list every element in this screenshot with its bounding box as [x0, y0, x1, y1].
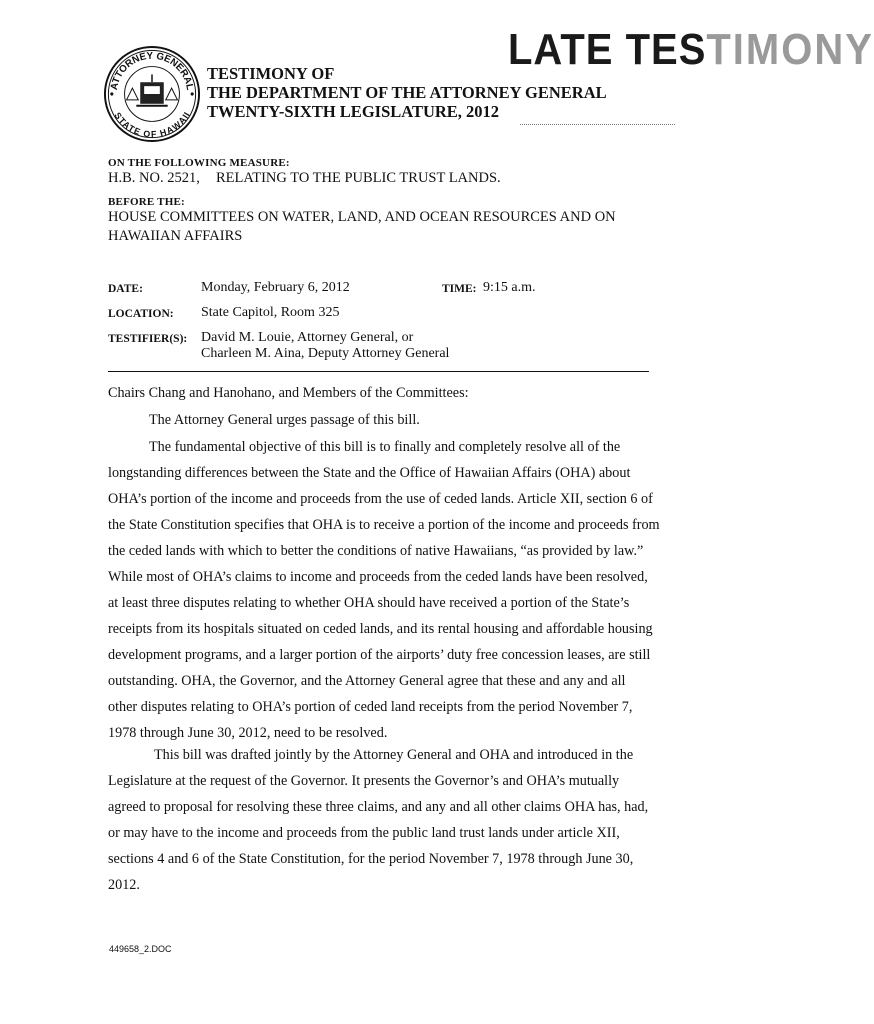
paragraph-3-line: agreed to proposal for resolving these three claims, and any and all other claims OHA has, had,	[108, 799, 649, 815]
seal-bottom-text: STATE OF HAWAII	[112, 110, 192, 140]
stamp-text-faded: TIMONY	[706, 26, 874, 74]
header-line-2: THE DEPARTMENT OF THE ATTORNEY GENERAL	[207, 83, 607, 102]
paragraph-2-line: the ceded lands with which to better the conditions of native Hawaiians, “as provided by law.”	[108, 543, 644, 559]
paragraph-3-line: This bill was drafted jointly by the Attorney General and OHA and introduced in the	[154, 747, 634, 763]
header-line-3: TWENTY-SIXTH LEGISLATURE, 2012	[207, 102, 500, 121]
header-rule	[520, 124, 675, 125]
before-label: BEFORE THE:	[108, 196, 185, 208]
paragraph-3-line: sections 4 and 6 of the State Constitution, for the period November 7, 1978 through June 30,	[108, 851, 634, 867]
paragraph-1: The Attorney General urges passage of this bill.	[149, 412, 420, 428]
paragraph-2-line: outstanding. OHA, the Governor, and the Attorney General agree that these and any and all	[108, 673, 626, 689]
testifier-label: TESTIFIER(S):	[108, 333, 188, 345]
document-header	[207, 64, 607, 121]
paragraph-3-line: 2012.	[108, 877, 140, 893]
seal-top-text: ATTORNEY GENERAL	[108, 50, 196, 91]
paragraph-2-line: receipts from its hospitals situated on ceded lands, and its rental housing and affordable housing	[108, 621, 653, 637]
measure-label: ON THE FOLLOWING MEASURE:	[108, 157, 290, 169]
date-value: Monday, February 6, 2012	[201, 280, 350, 295]
paragraph-3-line: or may have to the income and proceeds from the public land trust lands under article XII,	[108, 825, 620, 841]
testifier-2: Charleen M. Aina, Deputy Attorney General	[201, 346, 450, 361]
paragraph-3-line: Legislature at the request of the Governor. It presents the Governor’s and OHA’s mutually	[108, 773, 620, 789]
paragraph-2-line: development programs, and a larger portion of the airports’ duty free concession leases, are still	[108, 647, 651, 663]
document-id: 449658_2.DOC	[109, 944, 172, 954]
location-label: LOCATION:	[108, 308, 174, 320]
time-label: TIME:	[442, 283, 477, 295]
salutation: Chairs Chang and Hanohano, and Members of the Committees:	[108, 385, 469, 401]
paragraph-2-line: While most of OHA’s claims to income and proceeds from the ceded lands have been resolved,	[108, 569, 648, 585]
location-value: State Capitol, Room 325	[201, 305, 340, 320]
paragraph-2-line: at least three disputes relating to whether OHA should have received a portion of the State’s	[108, 595, 630, 611]
attorney-general-seal	[103, 45, 201, 143]
paragraph-2-line: 1978 through June 30, 2012, need to be resolved.	[108, 725, 388, 741]
paragraph-2-line: other disputes relating to OHA’s portion of ceded land receipts from the period November 7,	[108, 699, 633, 715]
paragraph-2-line: OHA’s portion of the income and proceeds from the use of ceded lands. Article XII, section 6 of	[108, 491, 653, 507]
measure-title: RELATING TO THE PUBLIC TRUST LANDS.	[216, 170, 501, 186]
time-value: 9:15 a.m.	[483, 280, 536, 295]
measure-bill-number: H.B. NO. 2521,	[108, 170, 200, 186]
svg-text:STATE OF HAWAII	[112, 111, 191, 140]
committee-line-1: HOUSE COMMITTEES ON WATER, LAND, AND OCEAN RESOURCES AND ON	[108, 209, 616, 225]
stamp-text-main: LATE TES	[508, 26, 707, 74]
paragraph-2-line: longstanding differences between the State and the Office of Hawaiian Affairs (OHA) about	[108, 465, 631, 481]
section-divider	[108, 371, 649, 372]
testifier-1: David M. Louie, Attorney General, or	[201, 330, 414, 345]
paragraph-2-line: The fundamental objective of this bill is to finally and completely resolve all of the	[149, 439, 621, 455]
date-label: DATE:	[108, 283, 143, 295]
committee-line-2: HAWAIIAN AFFAIRS	[108, 228, 243, 244]
header-line-1: TESTIMONY OF	[207, 64, 335, 83]
paragraph-2-line: the State Constitution specifies that OHA is to receive a portion of the income and proceeds from	[108, 517, 660, 533]
